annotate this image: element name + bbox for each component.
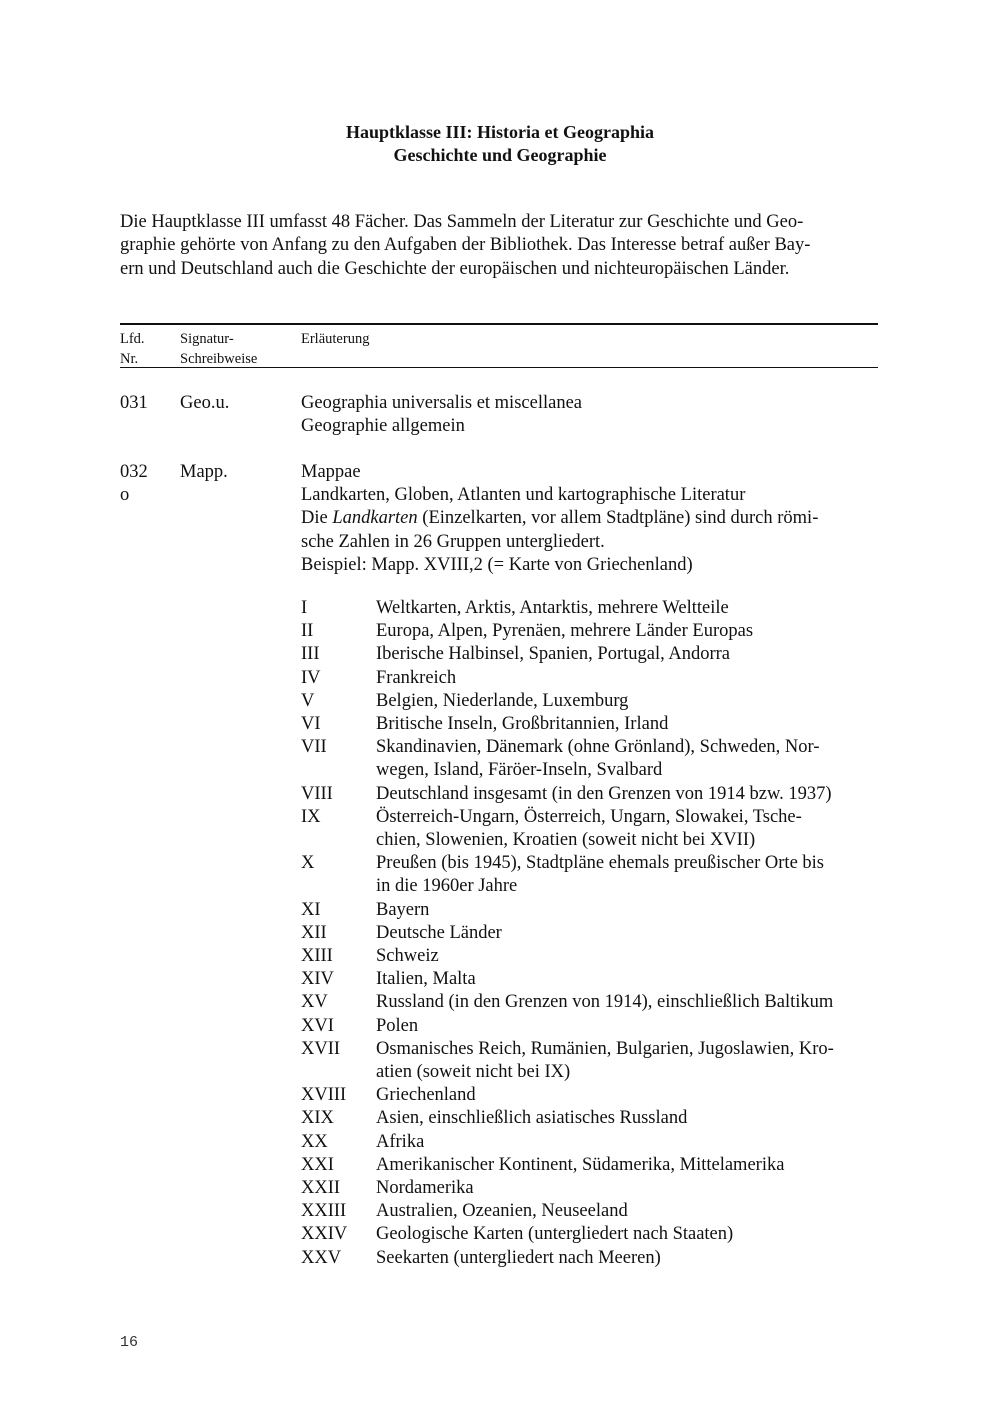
group-description: [376, 1223, 881, 1246]
group-description-line: in die 1960er Jahre: [376, 876, 518, 897]
group-description: [376, 899, 881, 922]
group-numeral: I: [301, 598, 308, 618]
group-description: [376, 945, 881, 968]
group-numeral: XXIII: [301, 1201, 347, 1222]
group-description: [376, 1038, 881, 1084]
group-description-line: Australien, Ozeanien, Neuseeland: [376, 1201, 628, 1222]
group-description-line: wegen, Island, Färöer-Inseln, Svalbard: [376, 760, 663, 781]
map-group-item: [301, 597, 881, 620]
map-group-item: [301, 1038, 881, 1084]
group-description-line: Italien, Malta: [376, 969, 476, 990]
group-description: [376, 713, 881, 736]
map-group-item: [301, 968, 881, 991]
text-fragment: (Einzelkarten, vor allem Stadtpläne) sind durch römi-: [417, 508, 819, 529]
group-description: [376, 783, 881, 806]
group-description-line: Deutsche Länder: [376, 922, 502, 943]
group-description-line: Europa, Alpen, Pyrenäen, mehrere Länder Europas: [376, 621, 754, 642]
group-description-line: Britische Inseln, Großbritannien, Irland: [376, 714, 669, 735]
group-description-line: Nordamerika: [376, 1178, 474, 1199]
page-heading: [0, 121, 1000, 167]
header-lfd-nr: [120, 329, 145, 369]
intro-paragraph: [120, 211, 880, 281]
group-description: [376, 667, 881, 690]
group-numeral: IV: [301, 667, 321, 688]
intro-line: graphie gehörte von Anfang zu den Aufgaben der Bibliothek. Das Interesse betraf außer Bay-: [120, 235, 811, 256]
group-description: [376, 690, 881, 713]
group-description-line: Schweiz: [376, 946, 439, 967]
group-description: [376, 806, 881, 852]
group-description: [376, 922, 881, 945]
header-text: Nr.: [120, 351, 139, 367]
group-description: [376, 1200, 881, 1223]
text-fragment: Die: [301, 508, 333, 529]
group-numeral: XXV: [301, 1247, 342, 1268]
group-description: [376, 991, 881, 1014]
group-description-line: atien (soweit nicht bei IX): [376, 1062, 571, 1083]
map-group-item: [301, 1154, 881, 1177]
group-description: [376, 597, 881, 620]
map-group-item: [301, 713, 881, 736]
map-group-item: [301, 1177, 881, 1200]
map-group-item: [301, 1107, 881, 1130]
group-description-line: Russland (in den Grenzen von 1914), einschließlich Baltikum: [376, 992, 834, 1013]
header-text: Schreibweise: [180, 351, 258, 367]
group-numeral: IX: [301, 806, 321, 827]
group-numeral: XVIII: [301, 1085, 347, 1106]
intro-line: Die Hauptklasse III umfasst 48 Fächer. Das Sammeln der Literatur zur Geschichte und Geo-: [120, 212, 804, 232]
group-numeral: VI: [301, 714, 321, 735]
map-group-item: [301, 922, 881, 945]
group-description-line: Frankreich: [376, 667, 457, 688]
group-numeral: XXI: [301, 1154, 334, 1175]
group-description-line: Geologische Karten (untergliedert nach Staaten): [376, 1224, 734, 1245]
group-numeral: XIX: [301, 1108, 334, 1129]
map-group-item: [301, 643, 881, 666]
group-numeral: III: [301, 644, 320, 665]
description-line: Landkarten, Globen, Atlanten und kartographische Literatur: [301, 485, 746, 506]
header-text: Lfd.: [120, 331, 145, 347]
group-description-line: Bayern: [376, 899, 430, 920]
map-group-item: [301, 1200, 881, 1223]
group-description-line: Asien, einschließlich asiatisches Russland: [376, 1108, 688, 1129]
group-description-line: Deutschland insgesamt (in den Grenzen von 1914 bzw. 1937): [376, 783, 832, 804]
group-numeral: XI: [301, 899, 321, 920]
group-numeral: XV: [301, 992, 328, 1013]
group-numeral: XVI: [301, 1015, 334, 1036]
heading-line-2: Geschichte und Geographie: [393, 145, 607, 165]
group-description: [376, 968, 881, 991]
group-description: [376, 643, 881, 666]
group-numeral: XVII: [301, 1038, 341, 1059]
entry-number-suffix: o: [120, 485, 130, 506]
entry-number-text: 032: [120, 462, 148, 482]
table-header-rule: [120, 367, 878, 368]
entry-signature: [180, 461, 228, 484]
map-group-item: [301, 620, 881, 643]
entry-signature-text: Geo.u.: [180, 393, 230, 413]
group-description-line: Skandinavien, Dänemark (ohne Grönland), Schweden, Nor-: [376, 737, 820, 758]
group-numeral: XXIV: [301, 1224, 348, 1245]
group-description-line: Polen: [376, 1015, 419, 1036]
group-numeral: XX: [301, 1131, 328, 1152]
map-group-item: [301, 991, 881, 1014]
heading-line-1: Hauptklasse III: Historia et Geographia: [345, 122, 654, 142]
group-numeral: XIII: [301, 946, 333, 967]
header-text: Signatur-: [180, 331, 234, 347]
map-group-item: [301, 945, 881, 968]
map-group-item: [301, 899, 881, 922]
group-numeral: X: [301, 853, 315, 874]
map-group-item: [301, 1084, 881, 1107]
group-description-line: Afrika: [376, 1131, 425, 1152]
group-description-line: Osmanisches Reich, Rumänien, Bulgarien, Jugoslawien, Kro-: [376, 1038, 834, 1059]
group-numeral: XXII: [301, 1178, 341, 1199]
group-description: [376, 852, 881, 898]
entry-description: [301, 392, 582, 438]
description-line: [301, 507, 818, 530]
group-description: [376, 1177, 881, 1200]
group-description: [376, 1107, 881, 1130]
group-description: [376, 1247, 881, 1270]
map-group-list: [301, 597, 881, 1270]
group-numeral: XIV: [301, 969, 334, 990]
header-signatur: [180, 329, 257, 369]
group-numeral: V: [301, 690, 315, 711]
entry-number-text: 031: [120, 393, 148, 413]
group-description-line: Iberische Halbinsel, Spanien, Portugal, Andorra: [376, 644, 730, 665]
group-numeral: XII: [301, 922, 327, 943]
map-group-item: [301, 1131, 881, 1154]
group-numeral: VIII: [301, 783, 333, 804]
page-number: 16: [120, 1334, 139, 1351]
description-line: Geographia universalis et miscellanea: [301, 393, 582, 413]
group-description-line: chien, Slowenien, Kroatien (soweit nicht bei XVII): [376, 830, 756, 851]
description-line: Mappae: [301, 462, 361, 482]
header-text: Erläuterung: [301, 331, 370, 347]
group-description: [376, 1154, 881, 1177]
map-group-item: [301, 1247, 881, 1270]
header-erlaeuterung: [301, 329, 369, 349]
entry-number: [120, 392, 148, 415]
group-numeral: VII: [301, 737, 327, 758]
group-description: [376, 736, 881, 782]
map-group-item: [301, 690, 881, 713]
map-group-item: [301, 783, 881, 806]
map-group-item: [301, 736, 881, 782]
map-group-item: [301, 1015, 881, 1038]
table-top-rule: [120, 323, 878, 325]
group-description-line: Weltkarten, Arktis, Antarktis, mehrere Weltteile: [376, 598, 729, 618]
group-description: [376, 620, 881, 643]
group-description: [376, 1131, 881, 1154]
italic-term: Landkarten: [332, 508, 418, 529]
group-description: [376, 1084, 881, 1107]
description-line: Beispiel: Mapp. XVIII,2 (= Karte von Griechenland): [301, 554, 693, 575]
map-group-item: [301, 667, 881, 690]
description-line: sche Zahlen in 26 Gruppen untergliedert.: [301, 531, 605, 552]
group-description-line: Preußen (bis 1945), Stadtpläne ehemals preußischer Orte bis: [376, 853, 824, 874]
group-description-line: Amerikanischer Kontinent, Südamerika, Mittelamerika: [376, 1154, 785, 1175]
group-description-line: Belgien, Niederlande, Luxemburg: [376, 690, 629, 711]
map-group-item: [301, 1223, 881, 1246]
entry-number: [120, 461, 148, 507]
group-description: [376, 1015, 881, 1038]
entry-signature-text: Mapp.: [180, 462, 228, 482]
entry-description: [301, 461, 818, 577]
group-description-line: Seekarten (untergliedert nach Meeren): [376, 1247, 661, 1268]
intro-line: ern und Deutschland auch die Geschichte der europäischen und nichteuropäischen Länder.: [120, 258, 790, 279]
entry-signature: [180, 392, 229, 415]
description-line: Geographie allgemein: [301, 416, 465, 437]
group-numeral: II: [301, 621, 314, 642]
group-description-line: Griechenland: [376, 1085, 476, 1106]
map-group-item: [301, 852, 881, 898]
map-group-item: [301, 806, 881, 852]
group-description-line: Österreich-Ungarn, Österreich, Ungarn, Slowakei, Tsche-: [376, 806, 802, 827]
